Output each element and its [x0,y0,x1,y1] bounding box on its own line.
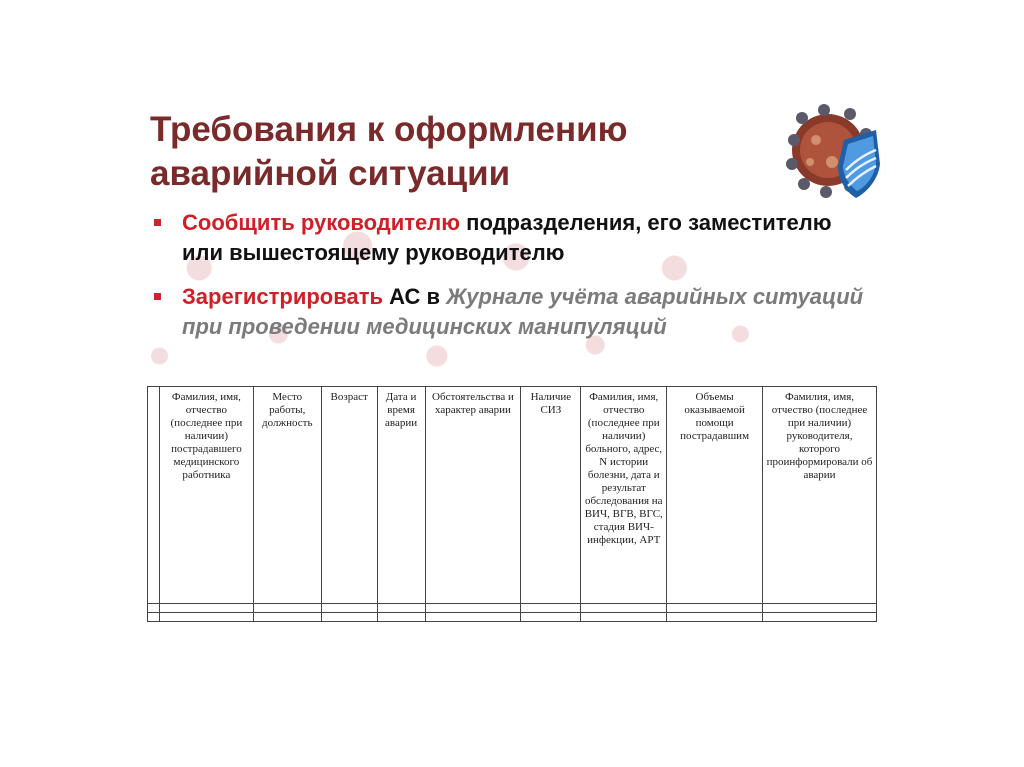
table-cell [321,613,377,622]
table-cell [763,613,877,622]
table-cell [253,604,321,613]
bullet-register-text: АС в [383,284,447,309]
slide-title [150,108,750,196]
bullet-report [152,208,872,268]
virus-shield-icon [780,100,890,210]
bullet-marker [154,219,161,226]
table-cell [521,613,581,622]
table-cell [377,604,425,613]
table-row [148,604,877,613]
title-line-2: аварийной ситуации [150,154,511,193]
column-header: Дата и время аварии [377,387,425,604]
bullet-report-emphasis: Сообщить руководителю [182,210,461,235]
table-cell [581,604,667,613]
table-cell [667,613,763,622]
accident-journal-table [147,386,877,622]
table-row [148,613,877,622]
bullet-register [152,282,872,342]
table-cell [763,604,877,613]
table-cell [253,613,321,622]
bullet-report-text: подразделения, его заместителю или вышестоящему руководителю [182,210,832,265]
column-header: Фамилия, имя, отчество (последнее при наличии) пострадавшего медицинского работника [159,387,253,604]
table-cell [667,604,763,613]
column-header: Наличие СИЗ [521,387,581,604]
column-header: Объемы оказываемой помощи пострадавшим [667,387,763,604]
title-line-1: Требования к оформлению [150,110,628,149]
column-header [148,387,160,604]
table-cell [425,613,521,622]
column-header: Обстоятельства и характер аварии [425,387,521,604]
table-cell [581,613,667,622]
column-header: Фамилия, имя, отчество (последнее при наличии) руководителя, которого проинформировали об аварии [763,387,877,604]
table-cell [148,604,160,613]
table-header-row [148,387,877,604]
column-header: Возраст [321,387,377,604]
bullet-register-emphasis: Зарегистрировать [182,284,383,309]
bullet-list [152,208,872,342]
table-cell [521,604,581,613]
column-header: Фамилия, имя, отчество (последнее при наличии) больного, адрес, N истории болезни, дата и результат обследования на ВИЧ, ВГВ, ВГС, стадия ВИЧ-инфекции, АРТ [581,387,667,604]
table-cell [377,613,425,622]
bullet-register-journal: Журнале учёта аварийных ситуаций при проведении медицинских манипуляций [182,284,864,339]
column-header: Место работы, должность [253,387,321,604]
table-cell [159,604,253,613]
table-cell [148,613,160,622]
table-cell [321,604,377,613]
bullet-marker [154,293,161,300]
table-cell [425,604,521,613]
table-cell [159,613,253,622]
